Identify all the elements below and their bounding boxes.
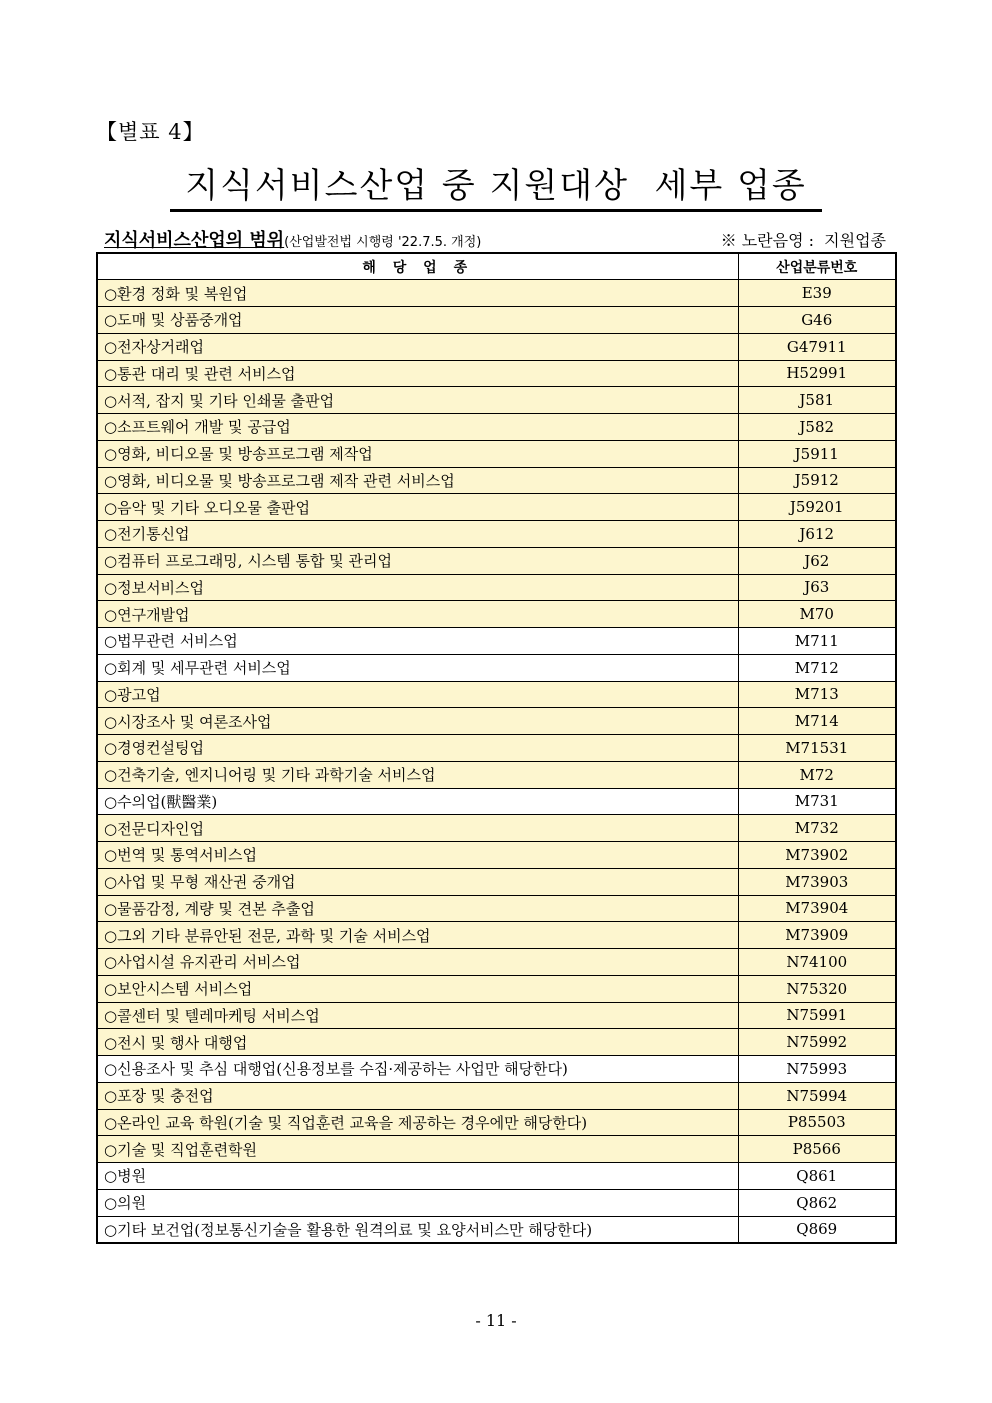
industry-name-cell: ○사업 및 무형 재산권 중개업 xyxy=(97,868,738,895)
industry-name-cell: ○전시 및 행사 대행업 xyxy=(97,1029,738,1056)
industry-name-cell: ○서적, 잡지 및 기타 인쇄물 출판업 xyxy=(97,387,738,414)
table-row xyxy=(97,574,896,601)
table-row xyxy=(97,654,896,681)
table-row xyxy=(97,467,896,494)
industry-code-cell: H52991 xyxy=(738,360,896,387)
scope-heading xyxy=(104,226,481,252)
table-row xyxy=(97,547,896,574)
industry-code-cell: J59201 xyxy=(738,494,896,521)
legend-note: ※ 노란음영 : 지원업종 xyxy=(720,231,886,250)
table-row xyxy=(97,1189,896,1216)
industry-name-cell: ○의원 xyxy=(97,1189,738,1216)
table-row xyxy=(97,440,896,467)
industry-name-cell: ○번역 및 통역서비스업 xyxy=(97,842,738,869)
industry-name-cell: ○그외 기타 분류안된 전문, 과학 및 기술 서비스업 xyxy=(97,922,738,949)
industry-code-cell: J612 xyxy=(738,521,896,548)
industry-code-cell: M732 xyxy=(738,815,896,842)
industry-name-cell: ○전기통신업 xyxy=(97,521,738,548)
industry-name-cell: ○온라인 교육 학원(기술 및 직업훈련 교육을 제공하는 경우에만 해당한다) xyxy=(97,1109,738,1136)
industry-name-cell: ○광고업 xyxy=(97,681,738,708)
industry-name-cell: ○전자상거래업 xyxy=(97,333,738,360)
table-row xyxy=(97,601,896,628)
industry-name-cell: ○연구개발업 xyxy=(97,601,738,628)
industry-table xyxy=(96,252,897,1244)
industry-name-cell: ○포장 및 충전업 xyxy=(97,1082,738,1109)
industry-code-cell: N75994 xyxy=(738,1082,896,1109)
table-row xyxy=(97,788,896,815)
table-row xyxy=(97,681,896,708)
table-body xyxy=(97,280,896,1243)
industry-code-cell: M713 xyxy=(738,681,896,708)
industry-name-cell: ○영화, 비디오물 및 방송프로그램 제작업 xyxy=(97,440,738,467)
industry-name-cell: ○음악 및 기타 오디오물 출판업 xyxy=(97,494,738,521)
table-row xyxy=(97,1029,896,1056)
table-row xyxy=(97,761,896,788)
industry-code-cell: M72 xyxy=(738,761,896,788)
industry-name-cell: ○기술 및 직업훈련학원 xyxy=(97,1136,738,1163)
table-row xyxy=(97,735,896,762)
scope-note: (산업발전법 시행령 '22.7.5. 개정) xyxy=(284,235,482,250)
industry-code-cell: N74100 xyxy=(738,949,896,976)
table-row xyxy=(97,387,896,414)
industry-name-cell: ○환경 정화 및 복원업 xyxy=(97,280,738,307)
industry-name-cell: ○정보서비스업 xyxy=(97,574,738,601)
industry-code-cell: N75991 xyxy=(738,1002,896,1029)
table-row xyxy=(97,628,896,655)
industry-name-cell: ○경영컨설팅업 xyxy=(97,735,738,762)
table-row xyxy=(97,1163,896,1190)
industry-name-cell: ○콜센터 및 텔레마케팅 서비스업 xyxy=(97,1002,738,1029)
page-number: - 11 - xyxy=(475,1311,517,1330)
industry-code-cell: J63 xyxy=(738,574,896,601)
industry-name-cell: ○법무관련 서비스업 xyxy=(97,628,738,655)
table-row xyxy=(97,414,896,441)
industry-code-cell: M70 xyxy=(738,601,896,628)
table-row xyxy=(97,815,896,842)
document-title: 지식서비스산업 중 지원대상 세부 업종 xyxy=(170,158,822,212)
table-row xyxy=(97,1216,896,1243)
industry-code-cell: J5912 xyxy=(738,467,896,494)
industry-code-cell: G47911 xyxy=(738,333,896,360)
industry-code-cell: G46 xyxy=(738,307,896,334)
industry-code-cell: Q862 xyxy=(738,1189,896,1216)
industry-code-cell: E39 xyxy=(738,280,896,307)
industry-code-cell: M73902 xyxy=(738,842,896,869)
table-row xyxy=(97,1109,896,1136)
industry-code-cell: N75993 xyxy=(738,1056,896,1083)
table-row xyxy=(97,868,896,895)
industry-code-cell: Q869 xyxy=(738,1216,896,1243)
industry-code-cell: J582 xyxy=(738,414,896,441)
industry-name-cell: ○도매 및 상품중개업 xyxy=(97,307,738,334)
industry-code-cell: P8566 xyxy=(738,1136,896,1163)
industry-code-cell: P85503 xyxy=(738,1109,896,1136)
industry-name-cell: ○통관 대리 및 관련 서비스업 xyxy=(97,360,738,387)
industry-code-cell: M712 xyxy=(738,654,896,681)
industry-code-cell: J5911 xyxy=(738,440,896,467)
industry-code-cell: M71531 xyxy=(738,735,896,762)
table-row xyxy=(97,280,896,307)
table-row xyxy=(97,842,896,869)
table-header-row xyxy=(97,253,896,280)
table-row xyxy=(97,708,896,735)
scope-title: 지식서비스산업의 범위 xyxy=(104,230,285,251)
industry-name-cell: ○전문디자인업 xyxy=(97,815,738,842)
table-row xyxy=(97,1056,896,1083)
industry-code-cell: M731 xyxy=(738,788,896,815)
table-row xyxy=(97,360,896,387)
industry-code-cell: M73904 xyxy=(738,895,896,922)
industry-name-cell: ○회계 및 세무관련 서비스업 xyxy=(97,654,738,681)
annex-label: 【별표 4】 xyxy=(96,120,205,144)
industry-code-cell: J581 xyxy=(738,387,896,414)
table-row xyxy=(97,1082,896,1109)
industry-name-cell: ○영화, 비디오물 및 방송프로그램 제작 관련 서비스업 xyxy=(97,467,738,494)
industry-name-cell: ○건축기술, 엔지니어링 및 기타 과학기술 서비스업 xyxy=(97,761,738,788)
table-row xyxy=(97,494,896,521)
table-row xyxy=(97,1136,896,1163)
header-code: 산업분류번호 xyxy=(738,253,896,280)
table-row xyxy=(97,333,896,360)
industry-name-cell: ○신용조사 및 추심 대행업(신용정보를 수집·제공하는 사업만 해당한다) xyxy=(97,1056,738,1083)
industry-name-cell: ○소프트웨어 개발 및 공급업 xyxy=(97,414,738,441)
industry-name-cell: ○수의업(獸醫業) xyxy=(97,788,738,815)
industry-name-cell: ○컴퓨터 프로그래밍, 시스템 통합 및 관리업 xyxy=(97,547,738,574)
table-row xyxy=(97,1002,896,1029)
table-row xyxy=(97,922,896,949)
industry-name-cell: ○사업시설 유지관리 서비스업 xyxy=(97,949,738,976)
table-row xyxy=(97,975,896,1002)
table-row xyxy=(97,895,896,922)
industry-name-cell: ○보안시스템 서비스업 xyxy=(97,975,738,1002)
table-row xyxy=(97,949,896,976)
industry-code-cell: M711 xyxy=(738,628,896,655)
industry-name-cell: ○병원 xyxy=(97,1163,738,1190)
industry-code-cell: N75320 xyxy=(738,975,896,1002)
industry-name-cell: ○기타 보건업(정보통신기술을 활용한 원격의료 및 요양서비스만 해당한다) xyxy=(97,1216,738,1243)
header-industry: 해 당 업 종 xyxy=(97,253,738,280)
industry-code-cell: M714 xyxy=(738,708,896,735)
industry-code-cell: Q861 xyxy=(738,1163,896,1190)
industry-code-cell: M73903 xyxy=(738,868,896,895)
industry-name-cell: ○물품감정, 계량 및 견본 추출업 xyxy=(97,895,738,922)
table-row xyxy=(97,521,896,548)
table-row xyxy=(97,307,896,334)
industry-code-cell: J62 xyxy=(738,547,896,574)
industry-code-cell: M73909 xyxy=(738,922,896,949)
industry-name-cell: ○시장조사 및 여론조사업 xyxy=(97,708,738,735)
industry-code-cell: N75992 xyxy=(738,1029,896,1056)
